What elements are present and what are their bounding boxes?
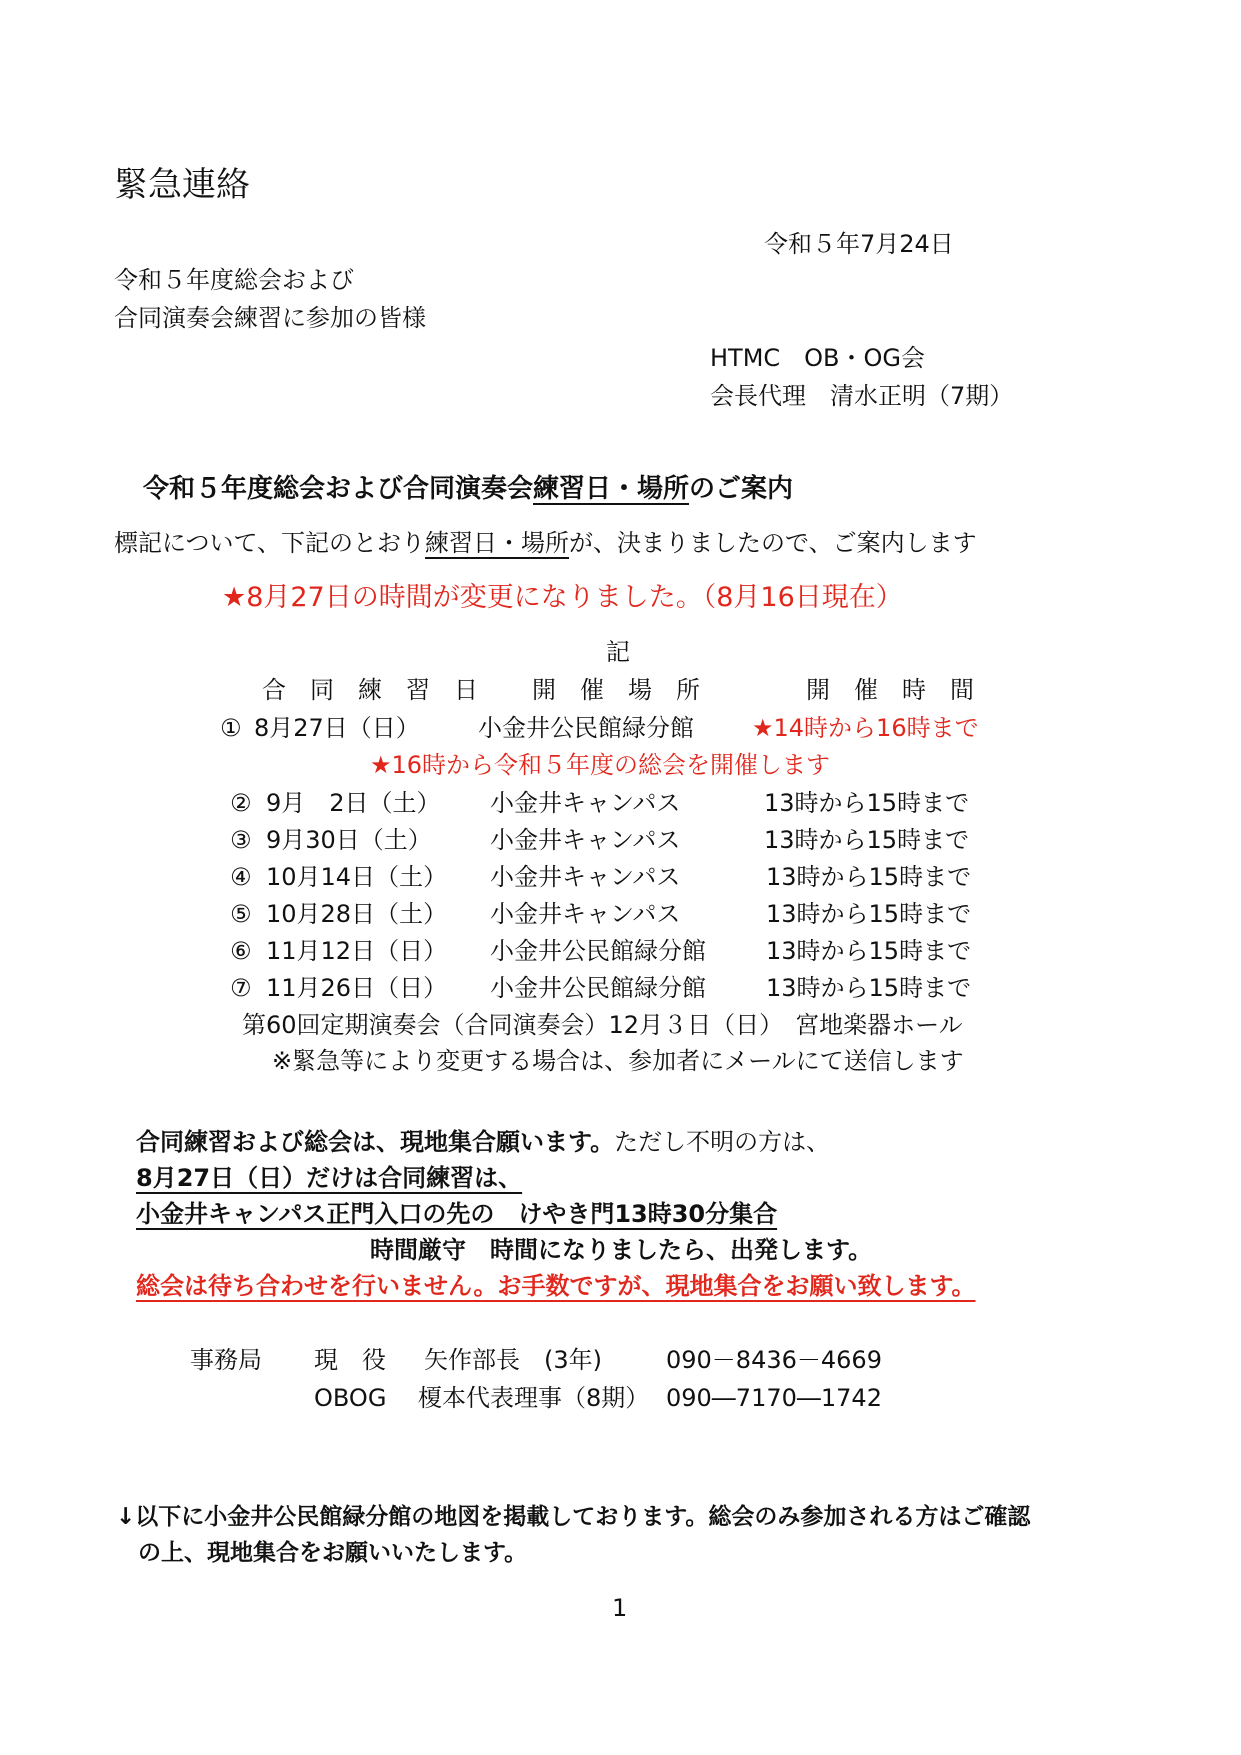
schedule-row: ③ 9月30日（土） 小金井キャンパス 13時から15時まで — [230, 826, 970, 854]
recipient-line-2: 合同演奏会練習に参加の皆様 — [114, 304, 426, 332]
contact-current — [0, 1348, 1241, 1378]
meeting-line-2: 8月27日（日）だけは合同練習は、 — [136, 1164, 523, 1192]
concert-line: 第60回定期演奏会（合同演奏会）12月３日（日） 宮地楽器ホール — [242, 1011, 963, 1039]
map-note-line-1: ↓以下に小金井公民館緑分館の地図を掲載しております。総会のみ参加される方はご確認 — [116, 1504, 1031, 1530]
page-number: 1 — [612, 1594, 628, 1622]
meeting-line-3: 小金井キャンパス正門入口の先の けやき門13時30分集合 — [136, 1200, 778, 1228]
ki-label: 記 — [606, 638, 630, 666]
change-notice: ★8月27日の時間が変更になりました。（8月16日現在） — [222, 582, 903, 613]
map-note-line-2: の上、現地集合をお願いいたします。 — [138, 1540, 528, 1566]
header-time: 開 催 時 間 — [806, 676, 974, 704]
current-phone: 090－8436－4669 — [666, 1346, 882, 1374]
schedule-row: ⑤ 10月28日（土） 小金井キャンパス 13時から15時まで — [230, 900, 972, 928]
contact-obog — [0, 1386, 1241, 1416]
notice-heading-underlined: 練習日・場所 — [533, 474, 690, 504]
recipient-line-1: 令和５年度総会および — [114, 266, 354, 294]
schedule-row: ⑥ 11月12日（日） 小金井公民館緑分館 13時から15時まで — [230, 937, 972, 965]
schedule-row: ① 8月27日（日） 小金井公民館緑分館 ★14時から16時まで — [220, 714, 979, 742]
page-title: 緊急連絡 — [114, 165, 250, 205]
header-venue: 開 催 場 所 — [532, 676, 700, 704]
meeting-note: ★16時から令和５年度の総会を開催します — [370, 751, 831, 779]
obog-person: 榎本代表理事（8期） — [418, 1384, 650, 1412]
current-label: 現 役 — [314, 1346, 386, 1374]
change-policy: ※緊急等により変更する場合は、参加者にメールにて送信します — [272, 1047, 964, 1075]
intro-text: 標記について、下記のとおり練習日・場所が、決まりましたので、ご案内します — [114, 529, 977, 557]
obog-label: OBOG — [314, 1384, 387, 1412]
schedule-row: ② 9月 2日（土） 小金井キャンパス 13時から15時まで — [230, 789, 970, 817]
office-label: 事務局 — [190, 1346, 262, 1374]
header-practice-date: 合 同 練 習 日 — [262, 676, 478, 704]
intro-underlined: 練習日・場所 — [425, 529, 570, 557]
notice-heading: 令和５年度総会および合同演奏会練習日・場所のご案内 — [143, 474, 794, 504]
meeting-line-5: 総会は待ち合わせを行いません。お手数ですが、現地集合をお願い致します。 — [136, 1272, 976, 1300]
sender-organization: HTMC OB・OG会 — [710, 344, 926, 372]
obog-phone: 090―7170―1742 — [666, 1384, 882, 1412]
meeting-line-1: 合同練習および総会は、現地集合願います。ただし不明の方は、 — [136, 1128, 831, 1156]
document-date: 令和５年7月24日 — [764, 230, 954, 258]
meeting-line-4: 時間厳守 時間になりましたら、出発します。 — [370, 1236, 873, 1264]
schedule-row: ④ 10月14日（土） 小金井キャンパス 13時から15時まで — [230, 863, 972, 891]
current-person: 矢作部長 (3年) — [424, 1346, 602, 1374]
schedule-header — [0, 678, 1241, 708]
sender-name: 会長代理 清水正明（7期） — [710, 382, 1014, 410]
schedule-row: ⑦ 11月26日（日） 小金井公民館緑分館 13時から15時まで — [230, 974, 972, 1002]
